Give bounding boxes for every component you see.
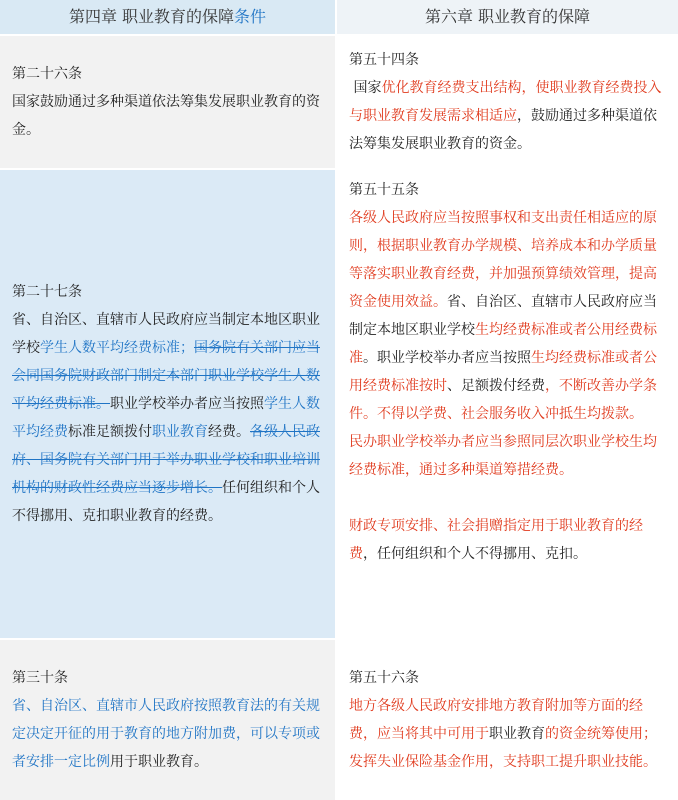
text-plain: 省、自治区、直辖市人民政府应当制定本地区职业学校 bbox=[349, 294, 657, 338]
text-plain: ，鼓励通过多种渠道依法筹集发展职业教育的资金。 bbox=[349, 108, 657, 152]
article-text bbox=[12, 692, 323, 776]
text-changed: 省、自治区、直辖市人民政府按照教育法的有关规定决定开征的用于教育的地方附加费，可以专项或者安排一定比例 bbox=[12, 698, 320, 770]
text-added: 地方各级人民政府安排地方教育附加等方面的经费，应当将其中可用于 bbox=[349, 698, 643, 742]
header-old-chapter bbox=[0, 0, 337, 34]
text-changed: 职业教育 bbox=[152, 424, 208, 440]
table-row bbox=[0, 34, 678, 168]
table-row bbox=[0, 168, 678, 638]
text-deleted: 国务院有关部门应当会同国务院财政部门制定本部门职业学校学生人数平均经费标准。 bbox=[12, 340, 320, 412]
text-deleted: 各级人民政府、国务院有关部门用于举办职业学校和职业培训机构的财政性经费应当逐步增长。 bbox=[12, 424, 320, 496]
text-added: 生均经费标准或者公用经费标准按时 bbox=[349, 350, 657, 394]
header-new-chapter bbox=[337, 0, 678, 34]
text-plain: 标准足额拨付 bbox=[68, 424, 152, 440]
text-plain: 任何组织和个人不得挪用、克扣职业教育的经费。 bbox=[12, 480, 320, 524]
old-article-30 bbox=[0, 640, 337, 800]
text-added: 生均经费标准或者公用经费标准 bbox=[349, 322, 657, 366]
text-plain: 、足额拨付经费 bbox=[447, 378, 545, 394]
text-plain: 职业学校举办者应当按照 bbox=[110, 396, 264, 412]
paragraph-spacer bbox=[349, 484, 666, 512]
article-paragraph bbox=[349, 512, 666, 568]
table-row bbox=[0, 638, 678, 800]
new-article-54 bbox=[337, 36, 678, 168]
text-added: 财政专项安排、社会捐赠指定用于职业教育的经费 bbox=[349, 518, 643, 562]
header-old-prefix: 第四章 职业教育的保障 bbox=[68, 7, 235, 26]
text-plain: 。职业学校举办者应当按照 bbox=[363, 350, 531, 366]
text-added: 各级人民政府应当按照事权和支出责任相适应的原则，根据职业教育办学规模、培养成本和办学质量等落实职业教育经费，并加强预算绩效管理，提高资金使用效益。 bbox=[349, 210, 657, 310]
article-text bbox=[12, 306, 323, 530]
table-header bbox=[0, 0, 678, 34]
old-article-27 bbox=[0, 170, 337, 638]
article-text: 国家鼓励通过多种渠道依法筹集发展职业教育的资金。 bbox=[12, 94, 320, 138]
text-added: ，不断改善办学条件。不得以学费、社会服务收入冲抵生均拨款。 bbox=[349, 378, 657, 422]
text-plain: 职业教育 bbox=[489, 726, 545, 742]
text-plain: 省、自治区、直辖市人民政府应当制定本地区职业学校 bbox=[12, 312, 320, 356]
text-added: 的资金统筹使用；发挥失业保险基金作用，支持职工提升职业技能。 bbox=[349, 726, 657, 770]
header-new-title: 第六章 职业教育的保障 bbox=[424, 7, 591, 26]
article-number: 第五十六条 bbox=[349, 670, 419, 686]
article-number: 第二十六条 bbox=[12, 66, 82, 82]
new-article-56 bbox=[337, 640, 678, 800]
text-changed: 学生人数平均经费 bbox=[12, 396, 320, 440]
article-number: 第二十七条 bbox=[12, 284, 82, 300]
article-paragraph: 民办职业学校举办者应当参照同层次职业学校生均经费标准，通过多种渠道筹措经费。 bbox=[349, 434, 657, 478]
text-plain: ，任何组织和个人不得挪用、克扣。 bbox=[363, 546, 587, 562]
text-plain: 国家 bbox=[353, 80, 382, 96]
text-plain: 用于职业教育。 bbox=[110, 754, 208, 770]
article-text bbox=[349, 692, 666, 776]
article-text bbox=[349, 74, 666, 158]
text-plain: 经费。 bbox=[208, 424, 250, 440]
text-added: 优化教育经费支出结构，使职业教育经费投入与职业教育发展需求相适应 bbox=[349, 80, 662, 124]
text-changed: 学生人数平均经费标准； bbox=[40, 340, 194, 356]
article-number: 第三十条 bbox=[12, 670, 68, 686]
article-number: 第五十四条 bbox=[349, 52, 419, 68]
article-text bbox=[349, 210, 657, 422]
header-old-suffix: 条件 bbox=[234, 7, 267, 26]
new-article-55 bbox=[337, 170, 678, 638]
old-article-26 bbox=[0, 36, 337, 168]
article-number: 第五十五条 bbox=[349, 182, 419, 198]
